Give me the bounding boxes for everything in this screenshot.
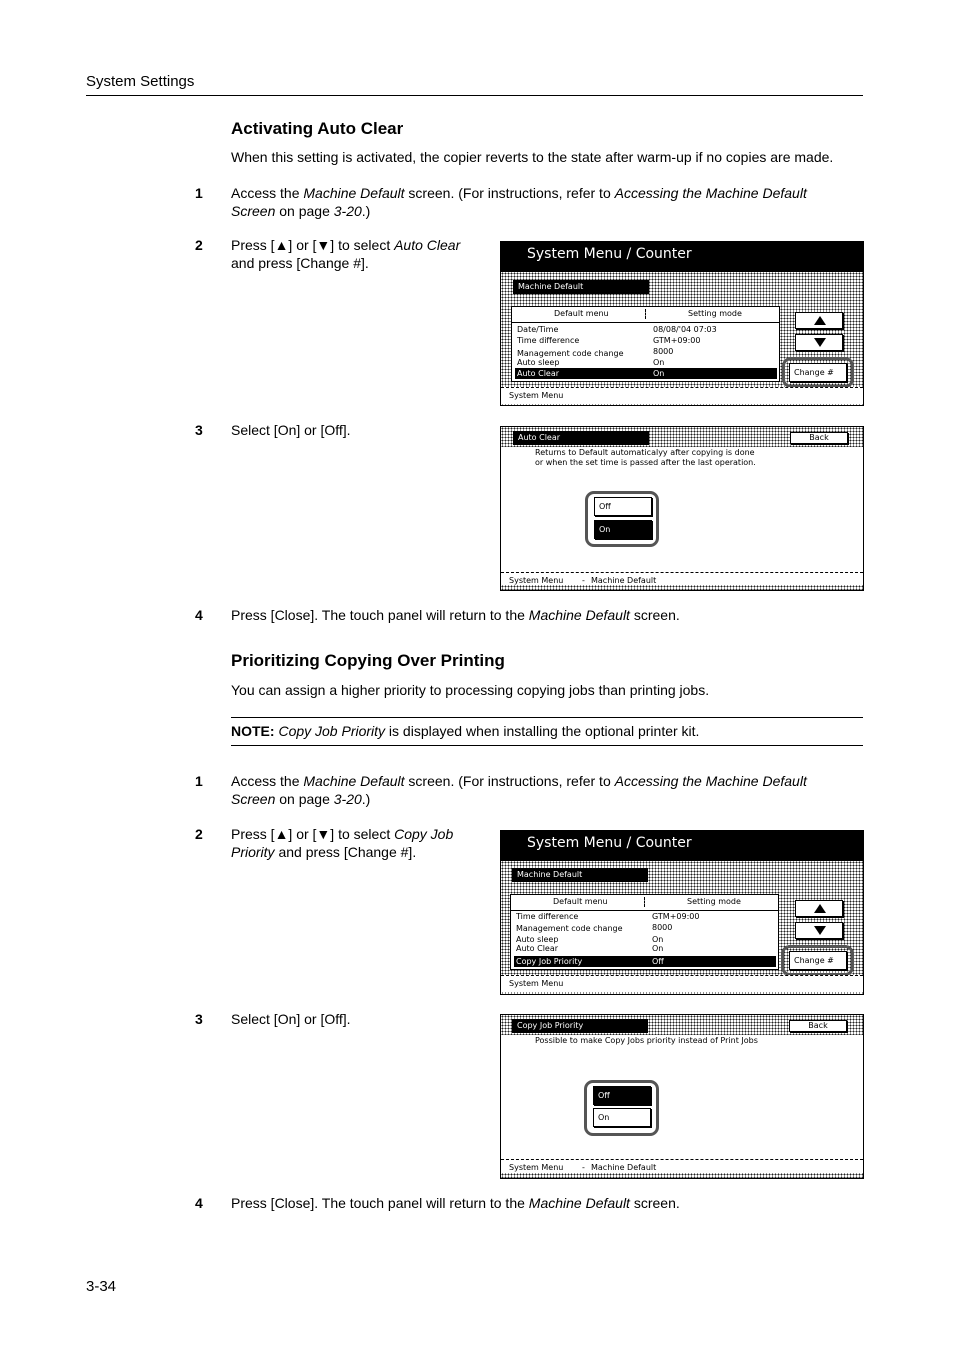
settings-list: Default menu Setting mode Date/Time 08/08/'04 07:03 Time difference GTM+09:00 Management code change 8000 Auto sleep On Auto Clear On	[511, 306, 780, 382]
scroll-up-button[interactable]	[795, 312, 843, 329]
scroll-up-button[interactable]	[795, 900, 843, 917]
s1-step2-number: 2	[195, 237, 203, 253]
list-item[interactable]: Auto sleep	[517, 358, 560, 367]
list-item[interactable]: Time difference	[517, 336, 580, 345]
settings-list: Default menu Setting mode Time difference GTM+09:00 Management code change 8000 Auto sleep On Auto Clear On Copy Job Priority Off	[510, 894, 779, 970]
auto-clear-screen: Auto Clear Back Returns to Default automaticalyy after copying is done or when the set time is passed after the last operation. Off On System Menu - Machine Default	[500, 426, 864, 591]
col-default-menu: Default menu	[554, 309, 609, 318]
copy-job-priority-tab: Copy Job Priority	[512, 1019, 648, 1033]
section1-intro: When this setting is activated, the copier reverts to the state after warm-up if no copies are made.	[231, 149, 834, 165]
machine-default-tab: Machine Default	[512, 868, 648, 882]
up-arrow-icon	[814, 316, 826, 325]
s2-step1-text: Access the Machine Default screen. (For instructions, refer to Accessing the Machine Default Screen on page 3-20.)	[231, 773, 807, 807]
s1-step1-text: Access the Machine Default screen. (For instructions, refer to Accessing the Machine Default Screen on page 3-20.)	[231, 185, 807, 219]
col-setting-mode: Setting mode	[687, 897, 741, 906]
on-option-button[interactable]: On	[594, 520, 652, 539]
list-item[interactable]: Management code change	[517, 349, 624, 358]
list-item[interactable]: Management code change	[516, 924, 623, 933]
s2-step1-number: 1	[195, 773, 203, 789]
down-arrow-icon	[814, 338, 826, 347]
change-number-button[interactable]: Change #	[789, 363, 847, 382]
up-arrow-icon	[814, 904, 826, 913]
down-arrow-icon	[814, 926, 826, 935]
status-breadcrumb: System Menu	[509, 391, 564, 400]
s1-step2-text: Press [▲] or [▼] to select Auto Clear and press [Change #].	[231, 237, 461, 271]
description-line-2: or when the set time is passed after the last operation.	[535, 458, 756, 467]
s2-step4-number: 4	[195, 1195, 203, 1211]
list-item[interactable]: Date/Time	[517, 325, 559, 334]
machine-default-screen-1	[500, 241, 864, 406]
s1-step1-number: 1	[195, 185, 203, 201]
s1-step4-text: Press [Close]. The touch panel will return to the Machine Default screen.	[231, 607, 680, 623]
s2-step2-number: 2	[195, 826, 203, 842]
off-option-button[interactable]: Off	[594, 497, 652, 516]
list-item[interactable]: Auto Clear	[516, 944, 559, 953]
scroll-down-button[interactable]	[795, 334, 843, 351]
change-number-button[interactable]: Change #	[789, 951, 847, 970]
selected-list-item[interactable]: Copy Job Priority Off	[514, 956, 776, 967]
panel-title: System Menu / Counter	[501, 242, 863, 272]
scroll-down-button[interactable]	[795, 922, 843, 939]
on-option-button[interactable]: On	[593, 1108, 651, 1127]
list-item[interactable]: Time difference	[516, 912, 579, 921]
s1-step4-number: 4	[195, 607, 203, 623]
running-header: System Settings	[86, 73, 195, 90]
list-item[interactable]: Auto sleep	[516, 935, 559, 944]
machine-default-screen-2	[500, 830, 864, 995]
status-breadcrumb-current: Machine Default	[591, 576, 657, 585]
status-breadcrumb-current: Machine Default	[591, 1163, 657, 1172]
machine-default-tab: Machine Default	[513, 280, 649, 294]
back-button[interactable]: Back	[790, 432, 848, 444]
description-line-1: Returns to Default automaticalyy after copying is done	[535, 448, 755, 457]
description-line-1: Possible to make Copy Jobs priority instead of Print Jobs	[535, 1036, 758, 1045]
status-breadcrumb: System Menu	[509, 979, 564, 988]
header-rule	[86, 95, 863, 96]
s1-step3-text: Select [On] or [Off].	[231, 422, 351, 438]
off-option-button[interactable]: Off	[593, 1086, 651, 1105]
s2-step3-text: Select [On] or [Off].	[231, 1011, 351, 1027]
s2-step2-text: Press [▲] or [▼] to select Copy Job Priority and press [Change #].	[231, 826, 454, 860]
section1-heading: Activating Auto Clear	[231, 119, 404, 138]
s2-step3-number: 3	[195, 1011, 203, 1027]
section2-heading: Prioritizing Copying Over Printing	[231, 651, 505, 670]
section2-intro: You can assign a higher priority to processing copying jobs than printing jobs.	[231, 682, 710, 698]
auto-clear-tab: Auto Clear	[513, 431, 649, 445]
note: NOTE: Copy Job Priority is displayed when installing the optional printer kit.	[231, 723, 700, 739]
page-number: 3-34	[86, 1278, 117, 1295]
panel-title: System Menu / Counter	[501, 831, 863, 861]
copy-job-priority-screen: Copy Job Priority Back Possible to make Copy Jobs priority instead of Print Jobs Off On System Menu - Machine Default	[500, 1014, 864, 1179]
status-breadcrumb-root: System Menu	[509, 1163, 564, 1172]
status-breadcrumb-root: System Menu	[509, 576, 564, 585]
s1-step3-number: 3	[195, 422, 203, 438]
s2-step4-text: Press [Close]. The touch panel will return to the Machine Default screen.	[231, 1195, 680, 1211]
col-setting-mode: Setting mode	[688, 309, 742, 318]
back-button[interactable]: Back	[789, 1020, 847, 1032]
selected-list-item[interactable]: Auto Clear On	[515, 368, 777, 379]
col-default-menu: Default menu	[553, 897, 608, 906]
